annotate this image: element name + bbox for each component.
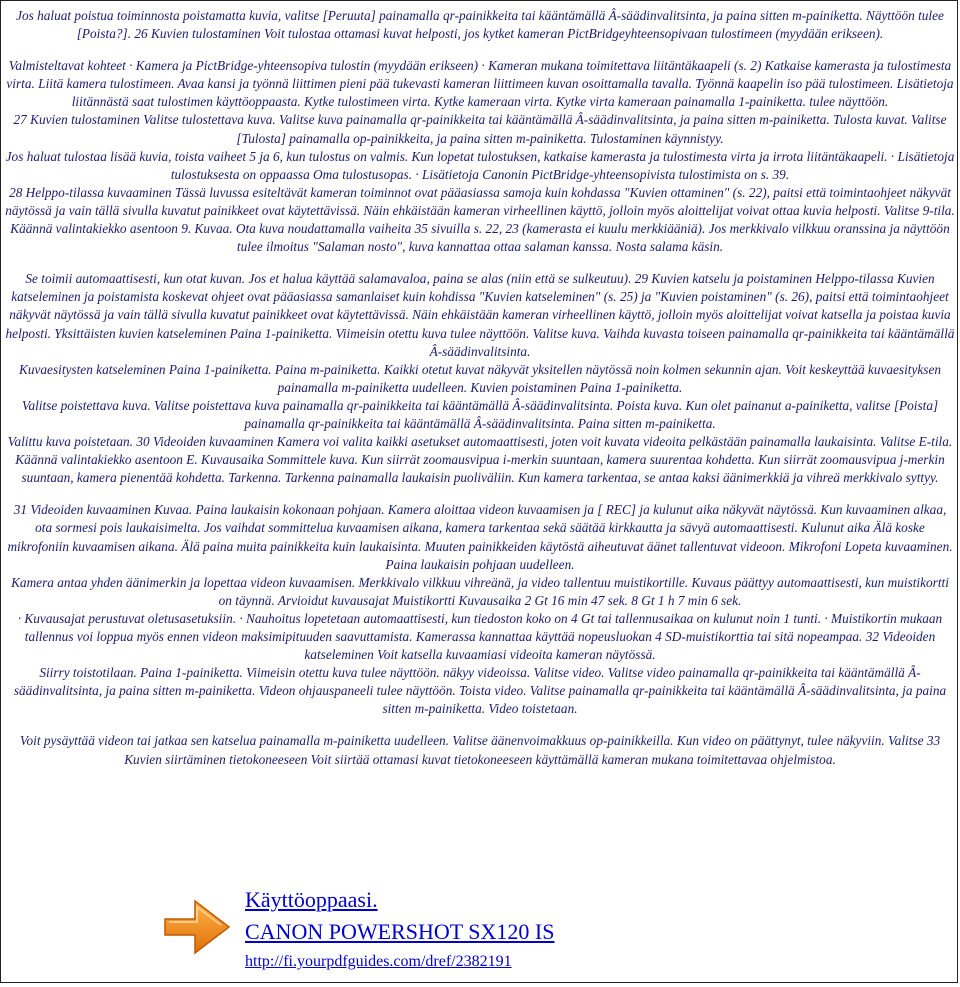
- paragraph: · Kuvausajat perustuvat oletusasetuksiin. · Nauhoitus lopetetaan automaattisesti, kun tiedoston koko on 4 Gt tai tallennusaikaa on kulunut noin 1 tunti. · Muistikortin mukaan tallennus voi loppua myös ennen videon maksimipituuden saavuttamista. Kamerassa kannattaa käyttää nopeusluokan 4 SD-muistikorttia tai sitä nopeampaa. 32 Videoiden katseleminen Voit katsella kuvaamiasi videoita kameran näytössä.: [17, 610, 943, 663]
- paragraph: 31 Videoiden kuvaaminen Kuvaa. Paina laukaisin kokonaan pohjaan. Kamera aloittaa videon kuvaamisen ja [ REC] ja kulunut aika näkyvät näytössä. Kun kuvaaminen alkaa, ota sormesi pois laukaisimelta. Jos vaihdat sommittelua kuvaamisen aikana, kamera tarkentaa sekä säätää kirkkautta ja sävyä automaattisesti. Kulunut aika Älä koske mikrofoniin kuvaamisen aikana. Älä paina muita painikkeita kuin laukaisinta. Muuten painikkeiden käytöstä aiheutuvat äänet tallentuvat videoon. Mikrofoni Lopeta kuvaaminen. Paina laukaisin pohjaan uudelleen.: [7, 502, 953, 572]
- paragraph: Voit pysäyttää videon tai jatkaa sen katselua painamalla m-painiketta uudelleen. Valitse äänenvoimakkuus op-painikkeilla. Kun video on päättynyt, tulee näkyviin. Valitse 33 Kuvien siirtäminen tietokoneeseen Voit siirtää ottamasi kuvat tietokoneeseen käyttämällä kameran mukana toimitettavaa ohjelmistoa.: [19, 733, 941, 767]
- document-text: [5, 7, 955, 769]
- paragraph: Siirry toistotilaan. Paina 1-painiketta. Viimeisin otettu kuva tulee näyttöön. näkyy videoissa. Valitse video. Valitse video painamalla qr-painikkeita tai kääntämällä Â-säädinvalitsinta, ja paina sitten m-painiketta. Videon ohjauspaneeli tulee näyttöön. Toista video. Valitse painamalla qr-painikkeita tai kääntämällä Â-säädinvalitsinta, ja paina sitten m-painiketta. Video toistetaan.: [13, 665, 947, 717]
- manual-link[interactable]: Käyttöoppaasi.: [245, 887, 378, 912]
- paragraph: Se toimii automaattisesti, kun otat kuvan. Jos et halua käyttää salamavaloa, paina se alas (niin että se sulkeutuu). 29 Kuvien katselu ja poistaminen Helppo-tilassa Kuvien katseleminen ja poistamista koskevat ohjeet ovat pääasiassa samanlaiset kuin kohdissa "Kuvien katseleminen" (s. 25) ja "Kuvien poistaminen" (s. 26), paitsi että toimintaohjeet näkyvät näytössä ja vain tällä sivulla kuvatut painikkeet ovat käytettävissä. Näin ehkäistään kameran virheellinen käyttö, jolloin myös aloittelijat voivat katsella ja poistaa kuvia helposti. Yksittäisten kuvien katseleminen Paina 1-painiketta. Viimeisin otettu kuva tulee näyttöön. Valitse kuva. Vaihda kuvasta toiseen painamalla qr-painikkeita tai kääntämällä Â-säädinvalitsinta.: [5, 271, 955, 359]
- paragraph: Jos haluat poistua toiminnosta poistamatta kuvia, valitse [Peruuta] painamalla qr-painikkeita tai kääntämällä Â-säädinvalitsinta, ja paina sitten m-painiketta. Näyttöön tulee [Poista?]. 26 Kuvien tulostaminen Voit tulostaa ottamasi kuvat helposti, jos kytket kameran PictBridgeyhteensopivaan tulostimeen (myydään erikseen).: [16, 8, 944, 42]
- model-link[interactable]: CANON POWERSHOT SX120 IS: [245, 919, 555, 944]
- paragraph: 28 Helppo-tilassa kuvaaminen Tässä luvussa esiteltävät kameran toiminnot ovat pääasiassa samoja kuin kohdassa "Kuvien ottaminen" (s. 22), paitsi että toimintaohjeet näkyvät näytössä ja vain tällä sivulla kuvatut painikkeet ovat käytettävissä. Näin ehkäistään kameran virheellinen käyttö, jolloin myös aloittelijat voivat ottaa kuvia helposti. Valitse 9-tila. Käännä valintakiekko asentoon 9. Kuvaa. Ota kuva noudattamalla vaiheita 35 sivuilla s. 22, 23 (kamerasta ei kuulu merkkiääniä). Jos merkkivalo vilkkuu oranssina ja näyttöön tulee ilmoitus "Salaman nosto", kuva kannattaa ottaa salaman kanssa. Nosta salama käsin.: [5, 184, 955, 255]
- paragraph: 27 Kuvien tulostaminen Valitse tulostettava kuva. Valitse kuva painamalla qr-painikkeita tai kääntämällä Â-säädinvalitsinta, ja paina sitten m-painiketta. Tulosta kuvat. Valitse [Tulosta] painamalla op-painikkeita, ja paina sitten m-painiketta. Tulostaminen käynnistyy.: [13, 112, 947, 146]
- paragraph: Jos haluat tulostaa lisää kuvia, toista vaiheet 5 ja 6, kun tulostus on valmis. Kun lopetat tulostuksen, katkaise kamerasta ja tulostimesta virta ja irrota liitäntäkaapeli. · Lisätietoja tulostuksesta on oppaassa Oma tulostusopas. · Lisätietoja Canonin PictBridge-yhteensopivista tulostimista on s. 39.: [5, 148, 955, 182]
- footer: [159, 885, 799, 981]
- paragraph: Kuvaesitysten katseleminen Paina 1-painiketta. Paina m-painiketta. Kaikki otetut kuvat näkyvät yksitellen näytössä noin kolmen sekunnin ajan. Voit keskeyttää kuvaesityksen painamalla m-painiketta uudelleen. Kuvien poistaminen Paina 1-painiketta.: [18, 361, 942, 395]
- paragraph: Valmisteltavat kohteet · Kamera ja PictBridge-yhteensopiva tulostin (myydään erikseen) · Kameran mukana toimitettava liitäntäkaapeli (s. 2) Katkaise kamerasta ja tulostimesta virta. Liitä kamera tulostimeen. Avaa kansi ja työnnä liittimen pieni pää tukevasti kameran liittimeen kuvan osoittamalla tavalla. Työnnä kaapelin iso pää tulostimeen. Lisätietoja liitännästä saat tulostimen käyttöoppaasta. Kytke tulostimeen virta. Kytke kameraan virta. Kytke virta kameraan painamalla 1-painiketta. tulee näyttöön.: [6, 58, 954, 110]
- paragraph: Valittu kuva poistetaan. 30 Videoiden kuvaaminen Kamera voi valita kaikki asetukset automaattisesti, joten voit kuvata videoita pelkästään painamalla laukaisinta. Valitse E-tila. Käännä valintakiekko asentoon E. Kuvausaika Sommittele kuva. Kun siirrät zoomausvipua i-merkin suuntaan, kamera suurentaa kohdetta. Kun siirrät zoomausvipua j-merkin suuntaan, kamera pienentää kohdetta. Tarkenna. Tarkenna painamalla laukaisin puoliväliin. Kun kamera tarkentaa, se antaa kaksi äänimerkkiä ja vihreä merkkivalo syttyy.: [7, 434, 953, 486]
- url-link[interactable]: http://fi.yourpdfguides.com/dref/2382191: [245, 953, 512, 970]
- arrow-right-icon: [159, 889, 235, 965]
- paragraph: Kamera antaa yhden äänimerkin ja lopettaa videon kuvaamisen. Merkkivalo vilkkuu vihreänä, ja video tallentuu muistikortille. Kuvaus päättyy automaattisesti, kun muistikortti on täynnä. Arvioidut kuvausajat Muistikortti Kuvausaika 2 Gt 16 min 47 sek. 8 Gt 1 h 7 min 6 sek.: [11, 574, 949, 608]
- paragraph: Valitse poistettava kuva. Valitse poistettava kuva painamalla qr-painikkeita tai kääntämällä Â-säädinvalitsinta. Poista kuva. Kun olet painanut a-painiketta, valitse [Poista] painamalla qr-painikkeita tai kääntämällä Â-säädinvalitsinta. Paina sitten m-painiketta.: [21, 397, 939, 431]
- footer-links: [245, 885, 554, 973]
